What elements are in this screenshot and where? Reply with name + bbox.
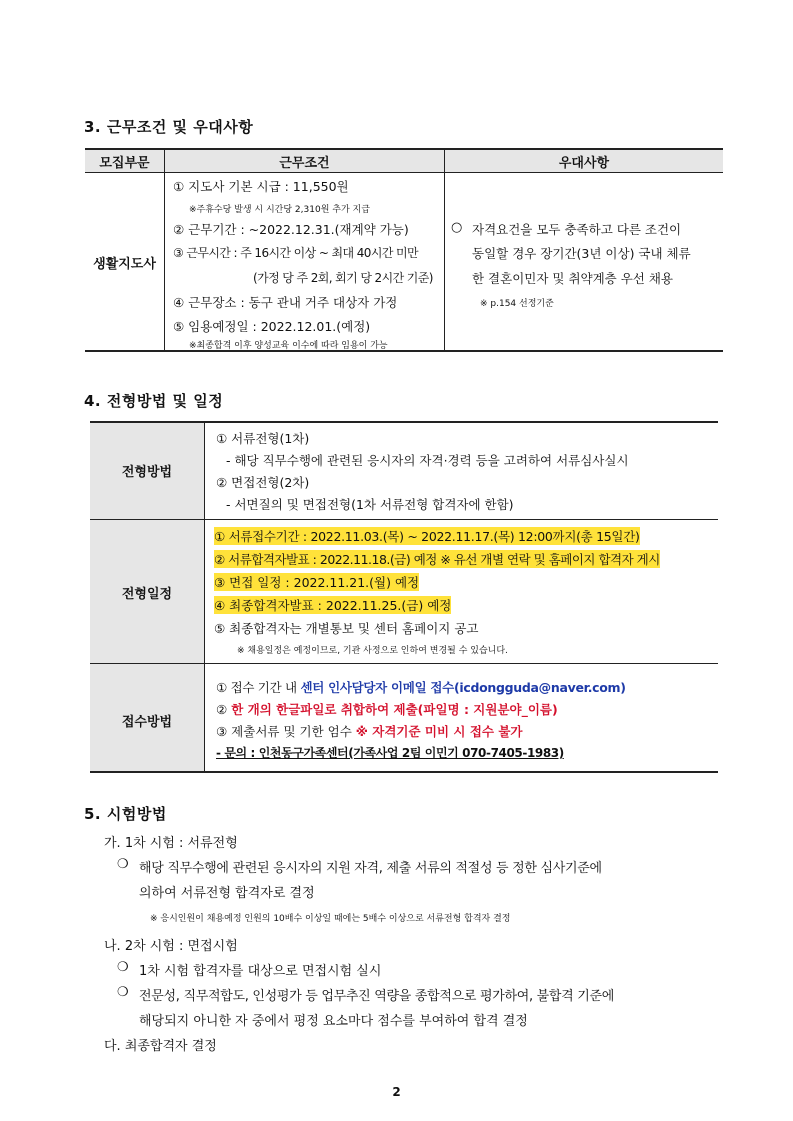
header-conditions: 근무조건: [279, 156, 330, 171]
schedule-final-result: ④ 최종합격자발표 : 2022.11.25.(금) 예정: [214, 598, 452, 613]
condition-period: ② 근무기간 : ~2022.12.31.(재계약 가능): [173, 222, 409, 237]
receipt-disqualify-note: ※ 자격기준 미비 시 접수 불가: [355, 724, 523, 739]
exam-c-title: 다. 최종합격자 결정: [104, 1039, 217, 1054]
condition-place: ④ 근무장소 : 동구 관내 거주 대상자 가정: [173, 295, 398, 310]
method-line-4: - 서면질의 및 면접전형(1차 서류전형 합격자에 한함): [226, 497, 514, 512]
work-conditions-table: [85, 148, 723, 352]
receipt-line-2: [216, 700, 558, 718]
receipt-email: (icdongguda@naver.com): [453, 680, 626, 695]
condition-hours: ③ 근무시간 : 주 16시간 이상 ~ 최대 40시간 미만: [173, 246, 419, 260]
exam-a-line-2: 의하여 서류전형 합격자로 결정: [139, 886, 315, 901]
label-selection-schedule: 전형일정: [121, 587, 173, 602]
schedule-doc-result: ② 서류합격자발표 : 2022.11.18.(금) 예정 ※ 유선 개별 연락 및 홈페이지 합격자 게시: [214, 552, 660, 567]
label-receipt-method: 접수방법: [121, 715, 173, 730]
receipt-single-file: 한 개의 한글파일로 취합하여 제출: [231, 702, 418, 717]
receipt-l1-prefix: ① 접수 기간 내: [216, 680, 301, 695]
preference-line-2: 동일할 경우 장기간(3년 이상) 국내 체류: [472, 246, 691, 261]
exam-a-title: 가. 1차 시험 : 서류전형: [104, 836, 238, 851]
page-number: 2: [392, 1085, 401, 1099]
header-recruit-field: 모집부문: [99, 156, 150, 171]
condition-start-note: ※최종합격 이후 양성교육 이수에 따라 임용이 가능: [189, 341, 388, 351]
preference-bullet: ○: [451, 220, 463, 235]
exam-a-bullet: ❍: [117, 857, 129, 872]
row-label-life-guide: 생활지도사: [93, 257, 156, 272]
exam-b-title: 나. 2차 시험 : 면접시험: [104, 939, 238, 954]
section-4-title: 4. 전형방법 및 일정: [84, 392, 224, 410]
receipt-l2-prefix: ②: [216, 702, 232, 717]
condition-wage-note: ※주휴수당 발생 시 시간당 2,310원 추가 지급: [189, 205, 370, 215]
method-line-2: - 해당 직무수행에 관련된 응시자의 자격·경력 등을 고려하여 서류심사실시: [226, 453, 629, 468]
label-selection-method: 전형방법: [121, 465, 173, 480]
exam-b-line-1: 1차 시험 합격자를 대상으로 면접시험 실시: [139, 964, 382, 979]
preference-line-3: 한 결혼이민자 및 취약계층 우선 채용: [472, 271, 673, 286]
header-preference: 우대사항: [558, 156, 610, 171]
schedule-final-notice: ⑤ 최종합격자는 개별통보 및 센터 홈페이지 공고: [214, 621, 479, 636]
method-line-3: ② 면접전형(2차): [216, 475, 310, 490]
exam-b-line-2: 전문성, 직무적합도, 인성평가 등 업무추진 역량을 종합적으로 평가하여, 불합격 기준에: [139, 989, 615, 1004]
schedule-interview: ③ 면접 일정 : 2022.11.21.(월) 예정: [214, 575, 420, 590]
receipt-email-label: 센터 인사담당자 이메일 접수: [300, 680, 454, 695]
condition-hours-note: (가정 당 주 2회, 회기 당 2시간 기준): [253, 271, 433, 285]
exam-a-line-1: 해당 직무수행에 관련된 응시자의 지원 자격, 제출 서류의 적절성 등 정한 심사기준에: [139, 861, 602, 876]
selection-schedule-table: [90, 421, 718, 773]
exam-b-line-3: 해당되지 아니한 자 중에서 평정 요소마다 점수를 부여하여 합격 결정: [139, 1014, 528, 1029]
exam-b-bullet-2: ❍: [117, 985, 129, 1000]
method-line-1: ① 서류전형(1차): [216, 431, 310, 446]
schedule-doc-period: ① 서류접수기간 : 2022.11.03.(목) ~ 2022.11.17.(목) 12:00까지(총 15일간): [214, 529, 640, 544]
receipt-line-3: [216, 722, 523, 740]
condition-start-date: ⑤ 임용예정일 : 2022.12.01.(예정): [173, 319, 371, 334]
schedule-note: ※ 채용일정은 예정이므로, 기관 사정으로 인하여 변경될 수 있습니다.: [237, 646, 508, 656]
preference-note: ※ p.154 선정기준: [480, 299, 554, 309]
exam-b-bullet-1: ❍: [117, 960, 129, 975]
section-3-title: 3. 근무조건 및 우대사항: [84, 118, 254, 136]
receipt-l3-prefix: ③ 제출서류 및 기한 엄수: [216, 724, 356, 739]
receipt-line-1: [216, 678, 626, 696]
preference-line-1: 자격요건을 모두 충족하고 다른 조건이: [472, 222, 682, 237]
receipt-contact: - 문의 : 인천동구가족센터(가족사업 2팀 이민기 070-7405-1983): [216, 746, 564, 760]
section-5-title: 5. 시험방법: [84, 805, 167, 823]
exam-a-note: ※ 응시인원이 채용예정 인원의 10배수 이상일 때에는 5배수 이상으로 서류전형 합격자 결정: [150, 914, 511, 924]
condition-wage: ① 지도사 기본 시급 : 11,550원: [173, 179, 349, 194]
receipt-filename-rule: (파일명 : 지원분야_이름): [417, 702, 558, 717]
